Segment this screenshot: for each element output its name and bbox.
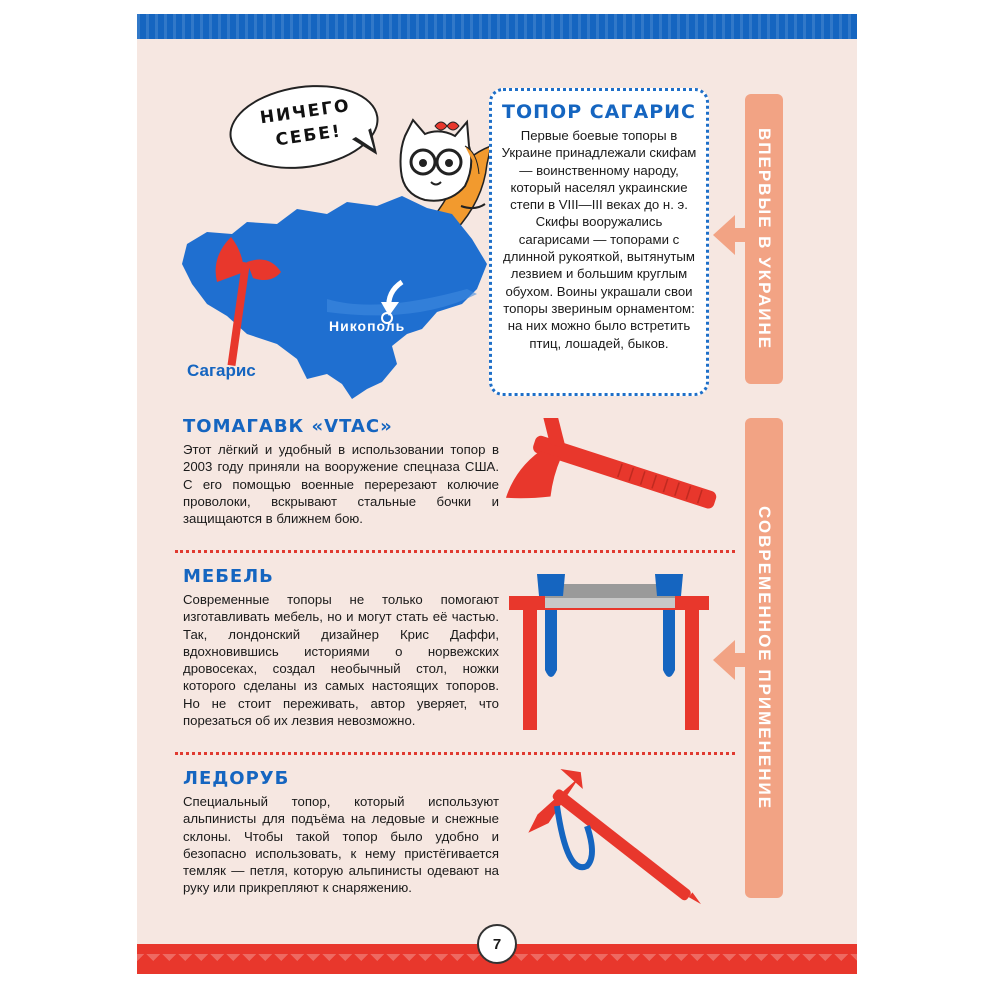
sagaris-info-box — [489, 88, 709, 396]
sagaris-axe-icon — [209, 232, 289, 372]
bubble-line-1: НИЧЕГО — [258, 95, 352, 129]
section-ice-axe — [183, 768, 499, 897]
map-city-label: Никополь — [329, 318, 406, 334]
section-title-furniture: МЕБЕЛЬ — [183, 566, 274, 587]
map-caption: Сагарис — [187, 361, 256, 380]
bubble-line-2: СЕБЕ! — [274, 121, 343, 151]
section-text-ice-axe: Специальный топор, который используют альпинисты для подъёма на ледовые и снежные склоны. Чтобы такой топор было удобно и безопасно использовать, к нему пристёгивается темляк — петля, которую альпинисты одевают на руку или прикрепляют к снаряжению. — [183, 794, 499, 896]
section-title-tomahawk: ТОМАГАВК «VTAC» — [183, 416, 393, 437]
side-tab-first-in-ukraine — [745, 94, 783, 384]
side-tab-modern-label: СОВРЕМЕННОЕ ПРИМЕНЕНИЕ — [755, 505, 774, 811]
section-tomahawk — [183, 416, 499, 527]
section-divider-1 — [175, 550, 735, 553]
info-box-title: ТОПОР САГАРИС — [502, 101, 696, 123]
book-page — [137, 14, 857, 974]
section-text-tomahawk: Этот лёгкий и удобный в использовании топор в 2003 году приняли на вооружение спецназа США. С его помощью военные перерезают колючие проволоки, вскрывают стальные бочки и защищаются в ближнем бою. — [183, 442, 499, 527]
info-box-text: Первые боевые топоры в Украине принадлежали скифам — воинственному народу, который населял украинские степи в VIII—III веках до н. э. Скифы вооружались сагарисами — топорами с длинной рукояткой, вытянутым лезвием и большим круглым обухом. Воины украшали свои топоры звериным орнаментом: на них можно было встретить птиц, лошадей, быков. — [501, 128, 697, 351]
axe-table-icon — [505, 574, 715, 744]
section-divider-2 — [175, 752, 735, 755]
section-text-furniture: Современные топоры не только помогают изготавливать мебель, но и могут стать её частью. Так, лондонский дизайнер Крис Даффи, вдохновившись историями о норвежских дровосеках, создал необычный стол, ножки которого сделаны из самых настоящих топоров. Но не стоит переживать, автор уверяет, что порезаться об их лезвия невозможно. — [183, 592, 499, 729]
side-tab-modern-use — [745, 418, 783, 898]
page-number: 7 — [477, 924, 517, 964]
top-decorative-band — [137, 14, 857, 39]
section-furniture — [183, 566, 499, 729]
tomahawk-axe-icon — [497, 418, 717, 538]
side-arrow-modern-icon — [713, 640, 735, 680]
side-arrow-first-icon — [713, 215, 735, 255]
ice-axe-icon — [517, 766, 707, 916]
section-title-ice-axe: ЛЕДОРУБ — [183, 768, 290, 789]
side-tab-first-label: ВПЕРВЫЕ В УКРАИНЕ — [755, 127, 774, 351]
